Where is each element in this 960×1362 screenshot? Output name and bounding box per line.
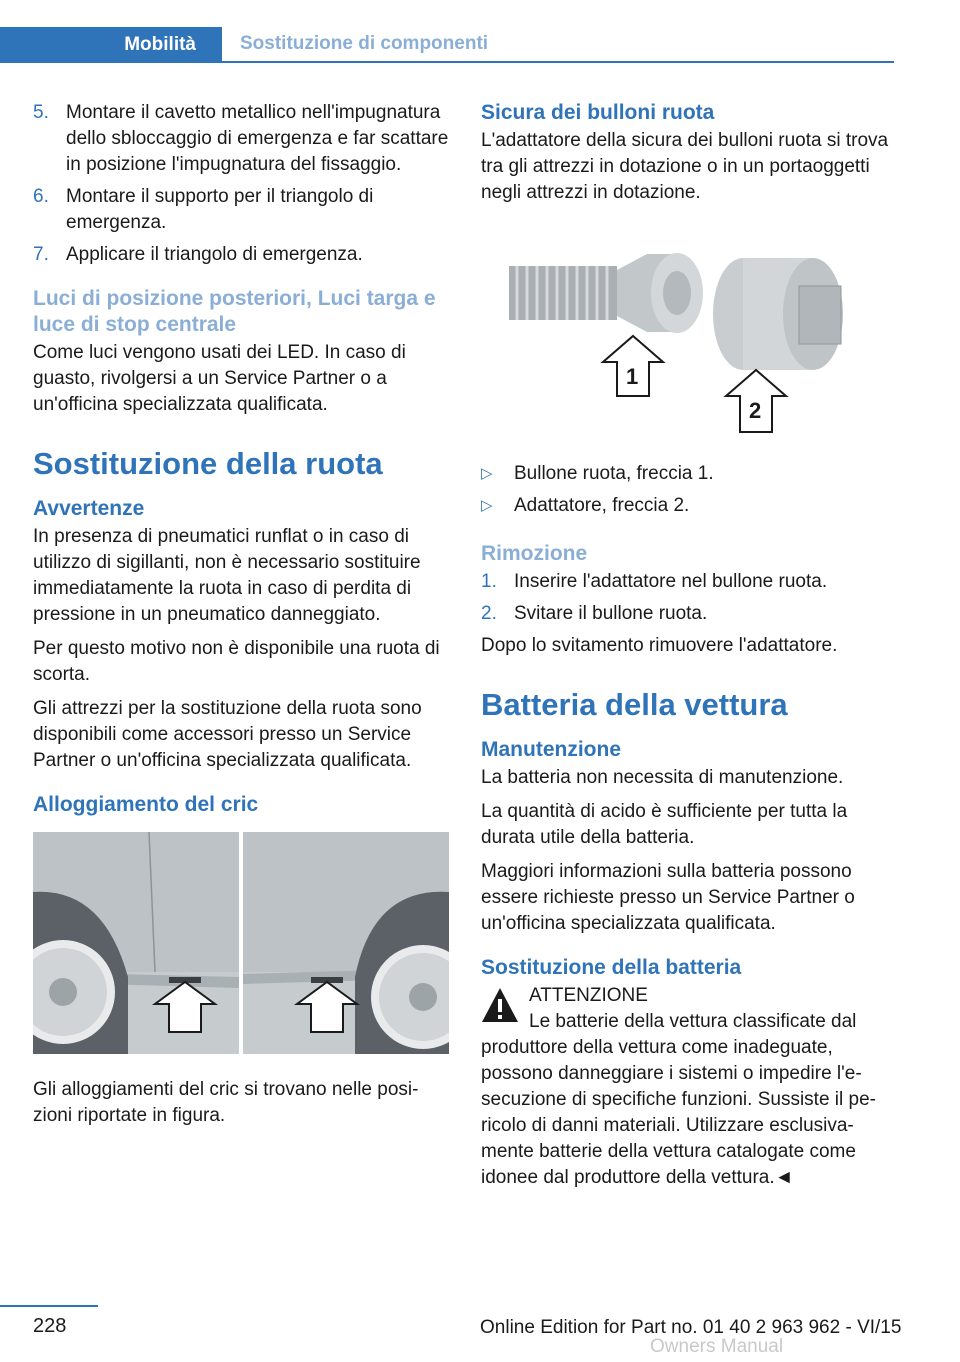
step-number: 5.: [33, 102, 49, 123]
bullet-text: Adattatore, freccia 2.: [514, 495, 690, 516]
step-text: Montare il cavetto metallico nell'impugnatura dello sbloccaggio di emergenza e far scattare in posizione l'impugnatura del fissaggio.: [66, 102, 449, 175]
list-item: [481, 493, 899, 519]
list-item: [33, 100, 449, 178]
removal-heading: Rimozione: [481, 542, 588, 565]
list-item: [481, 461, 899, 487]
list-item: [33, 184, 449, 236]
step-text: Montare il supporto per il triangolo di emergenza.: [66, 186, 374, 233]
maintenance-paragraph: La batteria non necessita di manutenzione.: [481, 767, 844, 788]
list-item: [33, 242, 449, 268]
notes-paragraph: In presenza di pneumatici runflat o in caso di utilizzo di sigillanti, non è necessario sostituire immediatamente la ruota in caso di perdita di pressione in un pneumatico danneggiato.: [33, 526, 421, 625]
arrow-2-label: 2: [749, 398, 762, 423]
subsection-title: Sostituzione di componenti: [222, 27, 894, 63]
left-column: [33, 100, 449, 1137]
removal-after-text: Dopo lo svitamento rimuovere l'adattatore.: [481, 635, 838, 656]
triangle-bullet-icon: ▷: [481, 497, 493, 514]
wheel-heading: Sostituzione della ruota: [33, 446, 383, 481]
removal-steps-list: [481, 569, 899, 627]
maintenance-paragraph: La quantità di acido è sufficiente per tutta la durata utile della batteria.: [481, 801, 848, 848]
bullet-text: Bullone ruota, freccia 1.: [514, 463, 714, 484]
steps-list: [33, 100, 449, 268]
notes-paragraph: Per questo motivo non è disponibile una ruota di scorta.: [33, 638, 440, 685]
warning-box: [481, 983, 899, 1035]
warning-text: produttore della vettura come inadeguate, possono danneggiare i sistemi o impedire l'esecuzione di specifiche funzioni. Sussiste il pericolo di danni materiali. Utilizzare esclusivamente batterie della vettura catalogate come idonee dal produttore della vettura.◄: [481, 1037, 876, 1188]
jack-caption: Gli alloggiamenti del cric si trovano nelle posizioni riportate in figura.: [33, 1079, 419, 1126]
step-number: 7.: [33, 244, 49, 265]
wheel-bolt-figure: [481, 236, 899, 441]
step-text: Svitare il bullone ruota.: [514, 603, 708, 624]
lights-heading: Luci di posizione posteriori, Luci targa e luce di stop centrale: [33, 287, 436, 336]
list-item: [481, 569, 899, 595]
edition-footer: Online Edition for Part no. 01 40 2 963 962 - VI/15: [480, 1317, 902, 1338]
watermark: Owners Manual: [650, 1336, 784, 1357]
step-text: Inserire l'adattatore nel bullone ruota.: [514, 571, 828, 592]
notes-paragraph: Gli attrezzi per la sostituzione della ruota sono disponibili come accessori presso un Service Partner o un'officina specializzata qualificata.: [33, 698, 422, 771]
arrow-1-label: 1: [626, 364, 639, 389]
warning-title: ATTENZIONE: [529, 985, 648, 1006]
replace-heading: Sostituzione della batteria: [481, 956, 742, 979]
bullet-list: [481, 461, 899, 519]
warning-triangle-icon: [481, 987, 519, 1035]
lights-text: Come luci vengono usati dei LED. In caso di guasto, rivolgersi a un Service Partner o a un'officina specializzata qualificata.: [33, 342, 406, 415]
section-tab[interactable]: Mobilità: [0, 27, 222, 63]
triangle-bullet-icon: ▷: [481, 465, 493, 482]
jack-heading: Alloggiamento del cric: [33, 793, 259, 816]
maintenance-paragraph: Maggiori informazioni sulla batteria possono essere richieste presso un Service Partner o un'officina specializzata qualificata.: [481, 861, 855, 934]
lock-heading: Sicura dei bulloni ruota: [481, 101, 715, 124]
warning-text-first: Le batterie della vettura classificate dal: [529, 1011, 857, 1032]
right-column: [481, 100, 899, 1199]
jack-points-figure: [33, 832, 449, 1059]
step-number: 1.: [481, 571, 497, 592]
page-number: 228: [33, 1315, 67, 1337]
step-number: 6.: [33, 186, 49, 207]
battery-heading: Batteria della vettura: [481, 687, 788, 722]
notes-heading: Avvertenze: [33, 497, 145, 520]
page-number-rule: [0, 1305, 98, 1307]
list-item: [481, 601, 899, 627]
maintenance-heading: Manutenzione: [481, 738, 621, 761]
lock-text: L'adattatore della sicura dei bulloni ruota si trova tra gli attrezzi in dotazione o in un portaoggetti negli attrezzi in dotazione.: [481, 130, 889, 203]
step-text: Applicare il triangolo di emergenza.: [66, 244, 363, 265]
step-number: 2.: [481, 603, 497, 624]
